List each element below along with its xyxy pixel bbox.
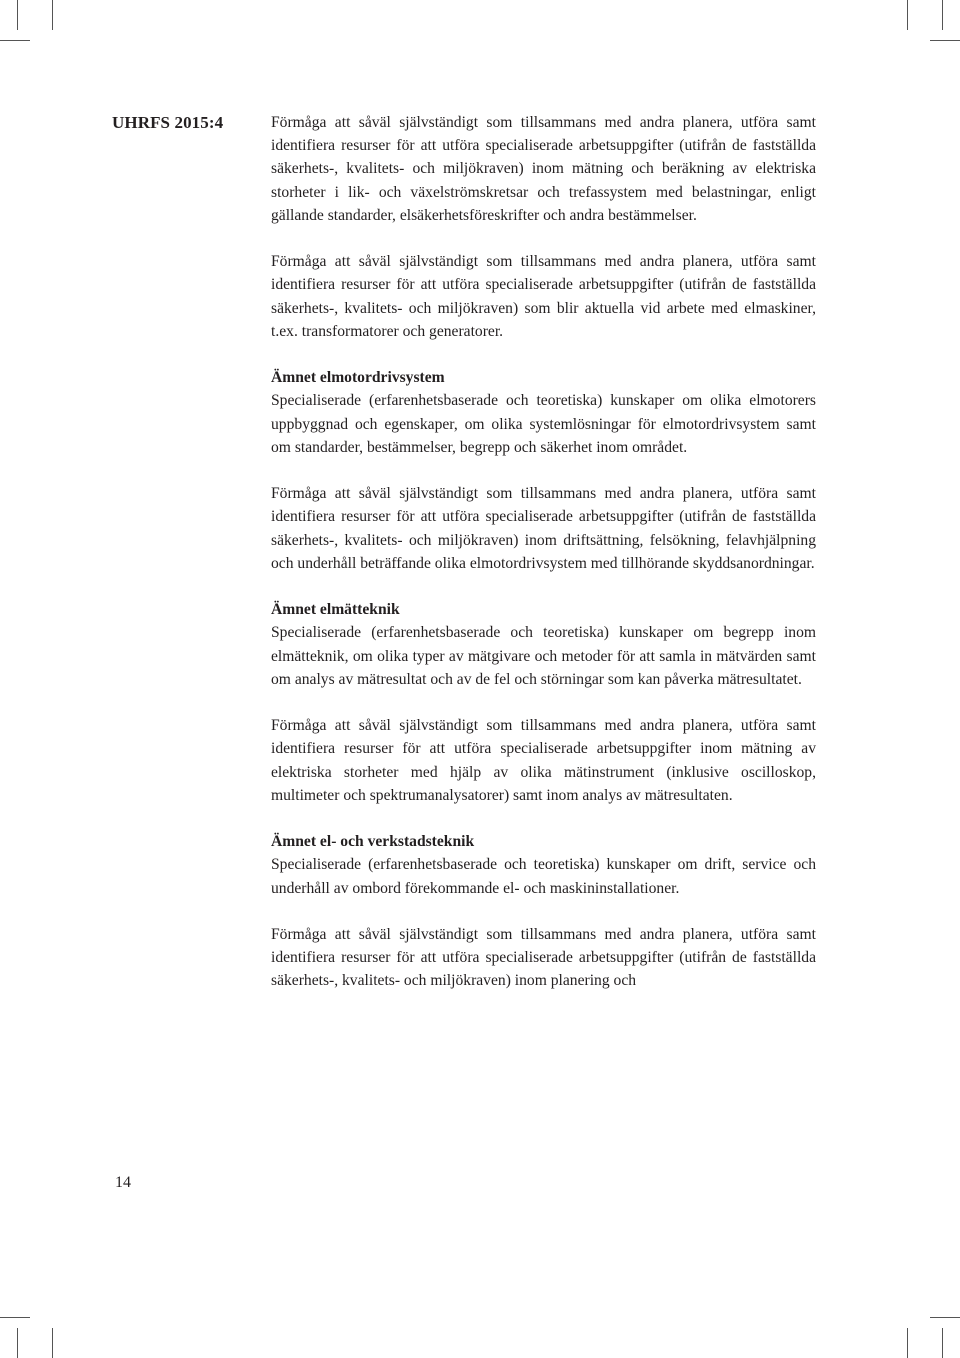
crop-mark bbox=[907, 0, 908, 30]
crop-mark bbox=[52, 1328, 53, 1358]
crop-mark bbox=[0, 1317, 30, 1318]
crop-mark bbox=[17, 1328, 18, 1358]
crop-mark bbox=[942, 1328, 943, 1358]
crop-mark bbox=[0, 40, 30, 41]
paragraph: Förmåga att såväl självständigt som tillsammans med andra planera, utföra samt identifiera resurser för att utföra specialiserade arbetsuppgifter (utifrån de fastställda säkerhets-, kvalitets- och miljökraven) som blir aktuella vid arbete med elmaskiner, t.ex. transformatorer och generatorer. bbox=[271, 253, 816, 340]
paragraph: Förmåga att såväl självständigt som tillsammans med andra planera, utföra samt identifiera resurser för att utföra specialiserade arbetsuppgifter (utifrån de fastställda säkerhets-, kvalitets- och miljökraven) inom planering och bbox=[271, 926, 816, 990]
body-text bbox=[271, 111, 816, 993]
section-heading: Ämnet el- och verkstadsteknik bbox=[271, 833, 475, 851]
paragraph: Specialiserade (erfarenhetsbaserade och teoretiska) kunskaper om begrepp inom elmätteknik, om olika typer av mätgivare och metoder för att samla in mätvärden samt om analys av mätresultat och av de fel och störningar som kan påverka mätresultatet. bbox=[271, 624, 816, 688]
crop-mark bbox=[930, 1317, 960, 1318]
section-heading: Ämnet elmotordrivsystem bbox=[271, 369, 445, 387]
page-number: 14 bbox=[115, 1174, 131, 1191]
crop-mark bbox=[930, 40, 960, 41]
section-heading: Ämnet elmätteknik bbox=[271, 601, 400, 619]
paragraph: Förmåga att såväl självständigt som tillsammans med andra planera, utföra samt identifiera resurser för att utföra specialiserade arbetsuppgifter inom mätning av elektriska storheter med hjälp av olika mätinstrument (inklusive oscilloskop, multimeter och spektrumanalysatorer) samt inom analys av mätresultaten. bbox=[271, 717, 816, 804]
crop-mark bbox=[907, 1328, 908, 1358]
crop-mark bbox=[17, 0, 18, 30]
running-head: UHRFS 2015:4 bbox=[112, 113, 224, 132]
crop-mark bbox=[52, 0, 53, 30]
paragraph: Specialiserade (erfarenhetsbaserade och teoretiska) kunskaper om olika elmotorers uppbyggnad och egenskaper, om olika systemlösningar för elmotordrivsystem samt om standarder, bestämmelser, begrepp och säkerhet inom området. bbox=[271, 392, 816, 456]
paragraph: Förmåga att såväl självständigt som tillsammans med andra planera, utföra samt identifiera resurser för att utföra specialiserade arbetsuppgifter (utifrån de fastställda säkerhets-, kvalitets- och miljökraven) inom mätning och beräkning av elektriska storheter i lik- och växelströmskretsar och trefassystem med belastningar, enligt gällande standarder, elsäkerhetsföreskrifter och andra bestämmelser. bbox=[271, 114, 816, 224]
crop-mark bbox=[942, 0, 943, 30]
paragraph: Specialiserade (erfarenhetsbaserade och teoretiska) kunskaper om drift, service och underhåll av ombord förekommande el- och maskininstallationer. bbox=[271, 856, 816, 897]
paragraph: Förmåga att såväl självständigt som tillsammans med andra planera, utföra samt identifiera resurser för att utföra specialiserade arbetsuppgifter (utifrån de fastställda säkerhets-, kvalitets- och miljökraven) inom driftsättning, felsökning, felavhjälpning och underhåll beträffande olika elmotordrivsystem med tillhörande skyddsanordningar. bbox=[271, 485, 816, 572]
